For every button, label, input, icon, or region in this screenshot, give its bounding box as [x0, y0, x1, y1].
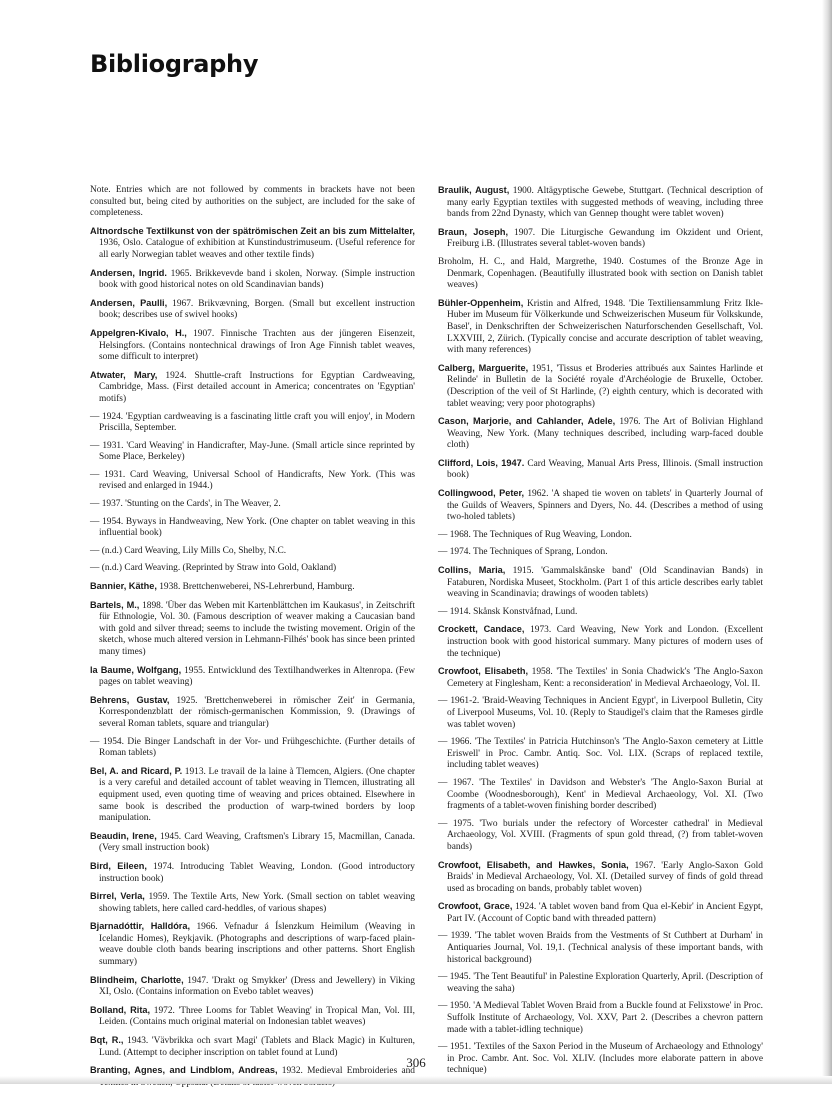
bibliography-entry [90, 861, 415, 885]
bibliography-entry [438, 1001, 763, 1036]
entry-text: — 1954. Die Binger Landschaft in der Vor- und Frühgeschichte. (Further details of Roman tablets) [90, 736, 415, 759]
bibliography-entry [90, 328, 415, 364]
entry-author: Crowfoot, Grace, [438, 901, 513, 912]
page-bottom-shadow [0, 1076, 832, 1084]
entry-text: — 1968. The Techniques of Rug Weaving, London. [438, 529, 632, 540]
entry-author: Bartels, M., [90, 599, 140, 610]
entry-text: 1925. 'Brettchenweberei in römischer Zeit' in Germania, Korrespondenzblatt der römisch-germanischen Kommission, 9. (Drawings of several Roman tablets, square and triangular) [99, 695, 415, 729]
entry-author: Beaudin, Irene, [90, 830, 157, 841]
entry-author: Clifford, Lois, 1947. [438, 457, 525, 468]
bibliography-entry [438, 901, 763, 925]
entry-text: 1936, Oslo. Catalogue of exhibition at Kunstindustrimuseum. (Useful reference for all early Norwegian tablet weaves and other textile finds) [99, 238, 415, 260]
bibliography-entry [90, 517, 415, 540]
entry-text: 1965. Brikkevevde band i skolen, Norway. (Simple instruction book with good historical notes on old Scandinavian bands) [99, 268, 415, 291]
entry-text: — 1966. 'The Textiles' in Patricia Hutchinson's 'The Anglo-Saxon cemetery at Little Eriswell' in Proc. Cambr. Antiq. Soc. Vol. LIX. (Scraps of replaced textile, including tablet weaves) [438, 737, 763, 771]
entry-author: Calberg, Marguerite, [438, 362, 529, 373]
bibliography-entry [438, 298, 763, 357]
entry-text: — 1945. 'The Tent Beautiful' in Palestine Exploration Quarterly, April. (Description of weaving the saha) [438, 972, 763, 994]
entry-text: — 1924. 'Egyptian cardweaving is a fascinating little craft you will enjoy', in Modern Priscilla, September. [90, 411, 415, 434]
bibliography-entry [438, 696, 763, 731]
entry-author: Andersen, Paulli, [90, 297, 168, 308]
entry-text: 1947. 'Drakt og Smykker' (Dress and Jewellery) in Viking XI, Oslo. (Contains information on Evebo tablet weaves) [99, 975, 415, 998]
entry-author: Collingwood, Peter, [438, 488, 525, 499]
bibliography-entry [438, 565, 763, 601]
left-column [90, 185, 415, 1095]
bibliography-entry [438, 666, 763, 690]
bibliography-entry [438, 185, 763, 221]
bibliography-entry [438, 257, 763, 292]
entry-text: — 1937. 'Stunting on the Cards', in The Weaver, 2. [90, 499, 281, 510]
entry-author: Collins, Maria, [438, 565, 506, 576]
entry-author: Birrel, Verla, [90, 891, 145, 902]
entry-text: 1943. 'Vävbrikka och svart Magi' (Tablets and Black Magic) in Kulturen, Lund. (Attempt to decipher inscription on tablet found at Lund) [99, 1036, 415, 1058]
entry-text: — 1974. The Techniques of Sprang, London. [438, 547, 608, 558]
bibliography-entry [90, 298, 415, 322]
entry-text: — 1961-2. 'Braid-Weaving Techniques in Ancient Egypt', in Liverpool Bulletin, City of Liverpool Museums, Vol. 10. (Reply to Staudigel's claim that the Rameses girdle was tablet woven) [438, 696, 763, 730]
bibliography-entry [438, 931, 763, 966]
entry-text: 1955. Entwicklund des Textilhandwerkes in Altenropa. (Few pages on tablet weaving) [99, 665, 415, 688]
entry-author: la Baume, Wolfgang, [90, 664, 182, 675]
entry-author: Crowfoot, Elisabeth, [438, 666, 529, 677]
bibliography-entry [438, 363, 763, 410]
entry-text: — 1967. 'The Textiles' in Davidson and Webster's 'The Anglo-Saxon Burial at Coombe (Woodnesborough), Kent' in Medieval Archaeology, Vol. XI. (Two fragments of a tablet-woven finishing border described) [438, 777, 763, 812]
bibliography-entry [90, 499, 415, 511]
entry-author: Bqt, R., [90, 1035, 124, 1046]
bibliography-entry [90, 370, 415, 406]
entry-author: Crowfoot, Elisabeth, and Hawkes, Sonia, [438, 859, 629, 870]
bibliography-entry [438, 530, 763, 542]
entry-author: Bühler-Oppenheim, [438, 297, 524, 308]
entry-text: — 1975. 'Two burials under the refectory of Worcester cathedral' in Medieval Archaeology, Vol. XVIII. (Fragments of spun gold thread, (?) from tablet-woven bands) [438, 818, 763, 852]
bibliography-entry [90, 600, 415, 659]
bibliography-entry [90, 226, 415, 262]
entry-text: — 1951. 'Textiles of the Saxon Period in the Museum of Archaeology and Ethnology' in Proc. Cambr. Ant. Soc. Vol. XLIV. (Includes more elaborate pattern in above technique) [438, 1042, 763, 1076]
entry-text: 1924. Shuttle-craft Instructions for Egyptian Cardweaving, Cambridge, Mass. (First detailed account in America; concentrates on 'Egyptian' motifs) [99, 370, 415, 404]
bibliography-entry [90, 831, 415, 855]
entry-author: Branting, Agnes, and Lindblom, Andreas, [90, 1065, 278, 1076]
entry-text: 1962. 'A shaped tie woven on tablets' in Quarterly Journal of the Guilds of Weavers, Spinners and Dyers, No. 44. (Describes a method of using two-holed tablets) [447, 489, 763, 523]
bibliography-entry [438, 737, 763, 772]
bibliography-entry [90, 441, 415, 464]
intro-note: Note. Entries which are not followed by comments in brackets have not been consulted but, being cited by authorities on the subject, are included for the sake of completeness. [90, 185, 415, 219]
entry-text: Broholm, H. C., and Hald, Margrethe, 1940. Costumes of the Bronze Age in Denmark, Copenhagen. (Beautifully illustrated book with section on Danish tablet weaves) [438, 256, 763, 291]
page-number: 306 [406, 1055, 426, 1070]
entry-text: 1900. Altägyptische Gewebe, Stuttgart. (Technical description of many early Egyptian textiles with suggested methods of weaving, including three bands from 22nd Dynasty, which van Gennep thought were tablet woven) [447, 186, 763, 220]
entry-text: 1924. 'A tablet woven band from Qua el-Kebir' in Ancient Egypt, Part IV. (Account of Coptic band with threaded pattern) [447, 902, 763, 924]
page-edge-shadow [822, 0, 832, 1084]
entry-text: 1932. Medieval Embroideries and [281, 1066, 415, 1077]
page-title: Bibliography [90, 50, 259, 78]
bibliography-entry [90, 737, 415, 760]
entry-text: — 1931. 'Card Weaving' in Handicrafter, May-June. (Small article since reprinted by Some Place, Berkeley) [90, 440, 415, 463]
bibliography-entry [90, 470, 415, 493]
entry-author: Crockett, Candace, [438, 624, 525, 635]
entry-author: Bird, Eileen, [90, 860, 147, 871]
entry-text: 1913. Le travail de la laine à Tlemcen, Algiers. (One chapter is a very careful and detailed account of tablet weaving in Tlemcen, illustrating all equipment used, even quoting time of weaving and prices obtained. Elsewhere in same book is described the production of warp-twined borders by loop manipulation. [99, 766, 415, 824]
entry-author: Bjarnadóttir, Halldóra, [90, 921, 191, 932]
bibliography-entry [90, 412, 415, 435]
bibliography-entry [438, 972, 763, 995]
entry-text: 1907. Die Liturgische Gewandung im Okzident und Orient, Freiburg i.B. (Illustrates several tablet-woven bands) [447, 227, 763, 250]
entry-text: 1974. Introducing Tablet Weaving, London. (Good introductory instruction book) [99, 861, 415, 884]
entry-text: — 1931. Card Weaving, Universal School of Handicrafts, New York. (This was revised and enlarged in 1944.) [90, 469, 415, 492]
entry-author: Braun, Joseph, [438, 226, 509, 237]
entry-author: Bel, A. and Ricard, P. [90, 765, 183, 776]
bibliography-entry [90, 581, 415, 594]
entry-author: Braulik, August, [438, 185, 510, 195]
entry-text: — (n.d.) Card Weaving, Lily Mills Co, Shelby, N.C. [90, 545, 287, 556]
bibliography-entry [438, 860, 763, 896]
entry-text: 1959. The Textile Arts, New York. (Small section on tablet weaving showing tablets, here called card-heddles, of various shapes) [99, 892, 415, 914]
bibliography-entry [90, 975, 415, 999]
bibliography-entry [438, 458, 763, 482]
entry-text: — 1950. 'A Medieval Tablet Woven Braid from a Buckle found at Felixstowe' in Proc. Suffolk Institute of Archaeology, Vol. XXV, Part 2. (Describes a chevron pattern made with a tablet-idling technique) [438, 1001, 763, 1035]
entry-text: Card Weaving, Manual Arts Press, Illinois. (Small instruction book) [447, 458, 763, 481]
bibliography-entry [438, 547, 763, 559]
bibliography-entry [90, 891, 415, 915]
bibliography-entry [90, 268, 415, 292]
right-entry-list [438, 185, 763, 1077]
entry-text: 1966. Vefnadur á Íslenzkum Heimilum (Weaving in Icelandic Homes), Reykjavik. (Photographs and descriptions of warp-faced plain-weave double cloth bands bearing inscriptions and other patterns. Short English summary) [99, 922, 416, 968]
entry-text: 1973. Card Weaving, New York and London. (Excellent instruction book with good historical summary. Many pictures of modern uses of the technique) [447, 625, 764, 659]
entry-author: Bolland, Rita, [90, 1004, 151, 1015]
bibliography-entry [438, 416, 763, 452]
entry-author: Andersen, Ingrid. [90, 267, 167, 278]
entry-author: Atwater, Mary, [90, 369, 158, 380]
entry-author: Blindheim, Charlotte, [90, 974, 184, 985]
entry-text: 1938. Brettchenweberei, NS-Lehrerbund, Hamburg. [156, 582, 355, 593]
entry-text: 1898. 'Über das Weben mit Kartenblättchen im Kaukasus', in Zeitschrift für Ethnologie, Vol. 30. (Famous description of weaver making a Caucasian band with gold and silver thread; seems to include the twisting movement. Origin of the sketch, whose much altered version in Lehmann-Filhés' book has since been printed many times) [99, 600, 416, 657]
bibliography-entry [90, 921, 415, 968]
entry-text: 1972. 'Three Looms for Tablet Weaving' in Tropical Man, Vol. III, Leiden. (Contains much original material on Indonesian tablet weaves) [99, 1005, 416, 1028]
entry-text: — 1914. Skånsk Konstvåfnad, Lund. [438, 606, 578, 617]
entry-author: Bannier, Käthe, [90, 581, 157, 592]
entry-author: Altnordsche Textilkunst von der spätrömischen Zeit an bis zum Mittelalter, [90, 225, 415, 236]
entry-text: 1915. 'Gammalskånske band' (Old Scandinavian Bands) in Fataburen, Nordiska Museet, Stockholm. (Part 1 of this article describes early tablet weaving in Scandinavia; drawings of wooden tablets) [447, 566, 763, 600]
entry-text: 1967. Brikvævning, Borgen. (Small but excellent instruction book; describes use of swivel hooks) [99, 298, 415, 321]
entry-text: — 1939. 'The tablet woven Braids from the Vestments of St Cuthbert at Durham' in Antiquaries Journal, Vol. 19,1. (Technical analysis of these important bands, with historical background) [438, 931, 763, 965]
entry-text: Kristin and Alfred, 1948. 'Die Textiliensammlung Fritz Ikle-Huber im Museum für Völkerkunde und Schweizerischen Museum für Volkskunde, Basel', in Denkschriften der Schweizerischen Naturforschenden Gesellschaft, Vol. LXXVIII, 2, Zürich. (Typically concise and accurate description of tablet weaving, with many references) [447, 298, 763, 356]
bibliography-entry [90, 665, 415, 689]
entry-author: Cason, Marjorie, and Cahlander, Adele, [438, 416, 616, 427]
bibliography-entry [90, 563, 415, 575]
entry-text: — (n.d.) Card Weaving. (Reprinted by Straw into Gold, Oakland) [90, 563, 337, 574]
bibliography-entry [90, 695, 415, 731]
entry-text: 1967. 'Early Anglo-Saxon Gold Braids' in Medieval Archaeology, Vol. XI. (Detailed survey of finds of gold thread used as brocading on bands, probably tablet woven) [447, 860, 763, 894]
entry-text: 1945. Card Weaving, Craftsmen's Library 15, Macmillan, Canada. (Very small instruction book) [99, 831, 415, 854]
entry-author: Appelgren-Kivalo, H., [90, 327, 187, 338]
bibliography-entry [438, 778, 763, 813]
entry-text: 1907. Finnische Trachten aus der jüngeren Eisenzeit, Helsingfors. (Contains nontechnical drawings of Iron Age Finnish tablet weaves, some difficult to interpret) [99, 328, 415, 363]
right-column [438, 185, 763, 1083]
entry-author: Behrens, Gustav, [90, 694, 170, 705]
bibliography-entry [438, 227, 763, 251]
left-entry-list [90, 226, 415, 1090]
bibliography-entry [90, 766, 415, 825]
bibliography-entry [438, 624, 763, 660]
bibliography-entry [90, 546, 415, 558]
bibliography-entry [438, 488, 763, 524]
entry-text: 1951, 'Tissus et Broderies attribués aux Saintes Harlinde et Relinde' in Bulletin de la Société royale d'Archéologie de Bruxelle, October. (Description of the veil of St Harlinde, (?) eighth century, which is decorated with tablet weaving; very poor photographs) [447, 363, 763, 409]
bibliography-entry [438, 607, 763, 619]
entry-text: 1976. The Art of Bolivian Highland Weaving, New York. (Many techniques described, including warp-faced double cloth) [447, 417, 763, 451]
entry-text: 1958. 'The Textiles' in Sonia Chadwick's 'The Anglo-Saxon Cemetery at Finglesham, Kent: a reconsideration' in Medieval Archaeology, Vol. II. [447, 667, 763, 689]
bibliography-entry [90, 1005, 415, 1029]
bibliography-entry [438, 819, 763, 854]
entry-text: — 1954. Byways in Handweaving, New York. (One chapter on tablet weaving in this influential book) [90, 516, 415, 539]
